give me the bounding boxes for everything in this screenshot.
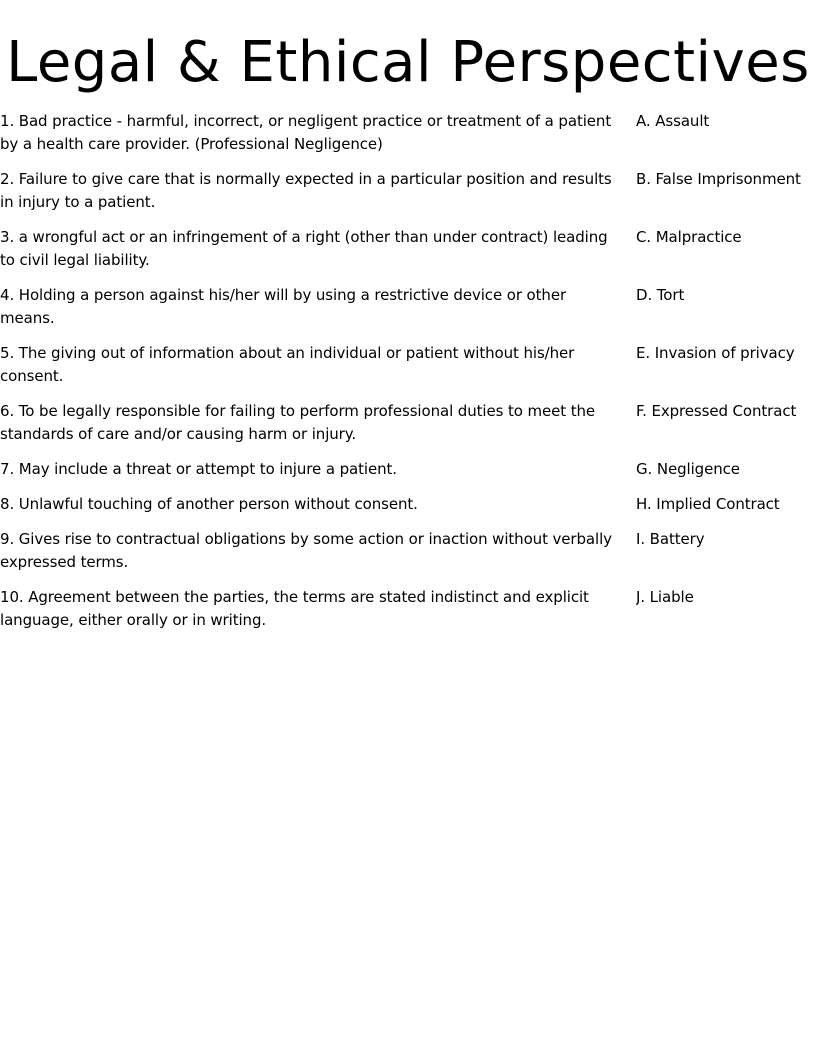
answer-b: B. False Imprisonment — [636, 170, 801, 188]
matching-list — [0, 110, 816, 644]
answer-j: J. Liable — [636, 588, 694, 606]
match-row — [0, 493, 816, 516]
match-row — [0, 400, 816, 446]
question-5: 5. The giving out of information about an individual or patient without his/her consent. — [0, 344, 575, 385]
match-row — [0, 284, 816, 330]
answer-a: A. Assault — [636, 112, 710, 130]
match-row — [0, 168, 816, 214]
question-8: 8. Unlawful touching of another person without consent. — [0, 495, 418, 513]
answer-c: C. Malpractice — [636, 228, 742, 246]
page-title: Legal & Ethical Perspectives — [6, 30, 810, 95]
match-row — [0, 528, 816, 574]
answer-f: F. Expressed Contract — [636, 402, 797, 420]
question-2: 2. Failure to give care that is normally expected in a particular position and results in injury to a patient. — [0, 170, 612, 211]
match-row — [0, 342, 816, 388]
answer-d: D. Tort — [636, 286, 685, 304]
match-row — [0, 110, 816, 156]
question-9: 9. Gives rise to contractual obligations by some action or inaction without verbally expressed terms. — [0, 530, 612, 571]
question-6: 6. To be legally responsible for failing to perform professional duties to meet the standards of care and/or causing harm or injury. — [0, 402, 596, 443]
answer-h: H. Implied Contract — [636, 495, 780, 513]
match-row — [0, 586, 816, 632]
question-1: 1. Bad practice - harmful, incorrect, or negligent practice or treatment of a patient by a health care provider. (Professional Negligence) — [0, 112, 612, 153]
answer-e: E. Invasion of privacy — [636, 344, 795, 362]
question-10: 10. Agreement between the parties, the terms are stated indistinct and explicit language, either orally or in writing. — [0, 588, 589, 629]
answer-i: I. Battery — [636, 530, 705, 548]
question-7: 7. May include a threat or attempt to injure a patient. — [0, 460, 397, 478]
answer-g: G. Negligence — [636, 460, 740, 478]
match-row — [0, 226, 816, 272]
question-3: 3. a wrongful act or an infringement of a right (other than under contract) leading to civil legal liability. — [0, 228, 608, 269]
question-4: 4. Holding a person against his/her will by using a restrictive device or other means. — [0, 286, 567, 327]
match-row — [0, 458, 816, 481]
